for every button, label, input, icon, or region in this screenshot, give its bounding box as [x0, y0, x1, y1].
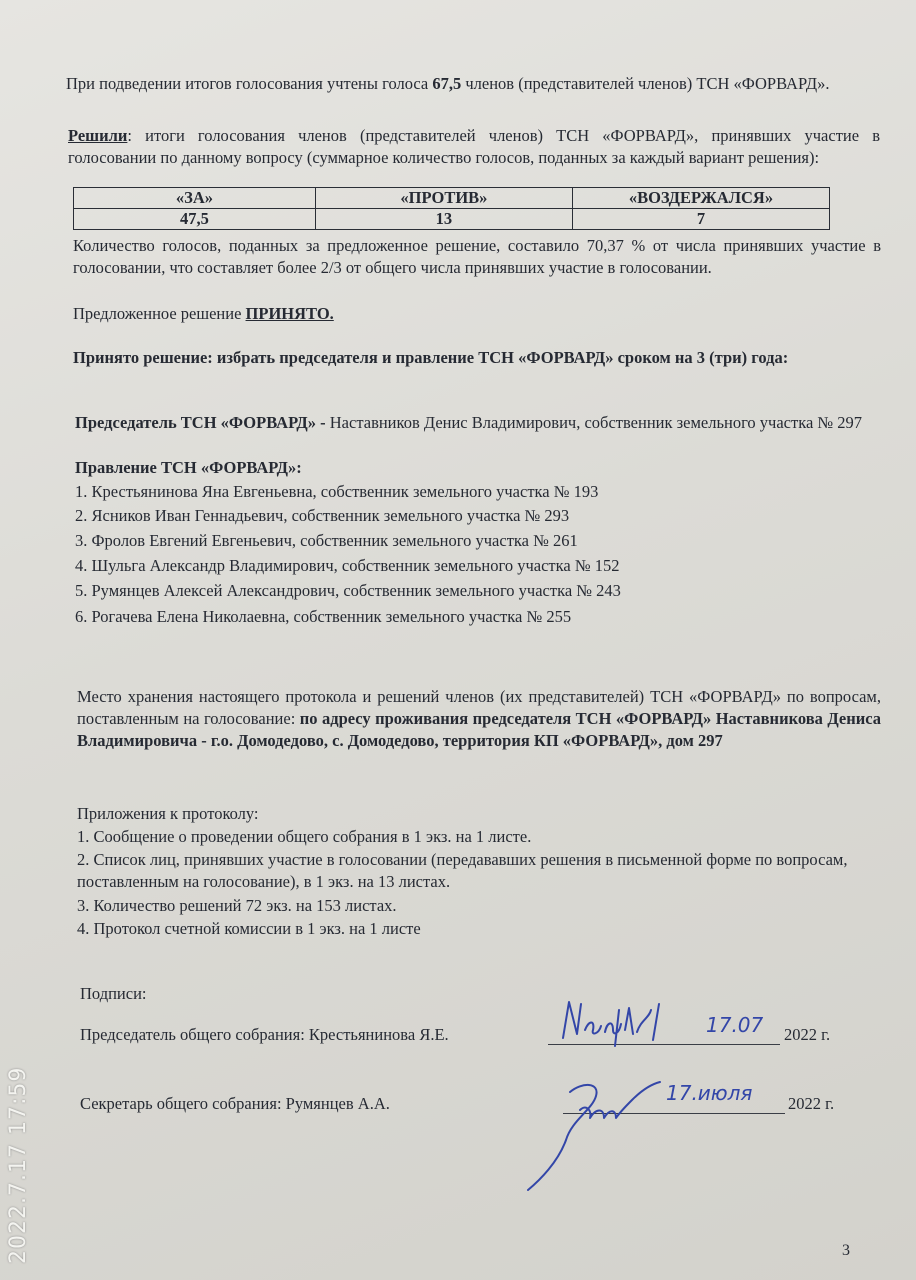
resolved-paragraph — [68, 125, 880, 169]
attachment-item: 1. Сообщение о проведении общего собрания в 1 экз. на 1 листе. — [77, 827, 532, 846]
page-number: 3 — [842, 1242, 850, 1259]
secretary-signature-year: 2022 г. — [788, 1094, 835, 1113]
vote-table-values-row — [74, 209, 830, 230]
result-paragraph: Количество голосов, поданных за предложенное решение, составило 70,37 % от числа принявших участие в голосовании, что составляет более 2/3 от общего числа принявших участие в голосовании. — [73, 236, 881, 277]
chairman-paragraph — [75, 412, 881, 434]
intro-vote-count: 67,5 — [432, 74, 462, 93]
chair-signature-label: Председатель общего собрания: Крестьянинова Я.Е. — [80, 1025, 449, 1044]
vote-value-abstain: 7 — [572, 209, 829, 230]
storage-text: Место хранения настоящего протокола и решений членов (их представителей) ТСН «ФОРВАРД» по вопросам, поставленным на голосование: — [77, 687, 881, 728]
chair-signature — [555, 990, 675, 1060]
secretary-signature-label: Секретарь общего собрания: Румянцев А.А. — [80, 1094, 390, 1113]
vote-header-against: «ПРОТИВ» — [315, 188, 572, 209]
intro-text: При подведении итогов голосования учтены голоса — [66, 74, 433, 93]
decision-line — [73, 303, 673, 325]
board-member: 2. Ясников Иван Геннадьевич, собственник земельного участка № 293 — [75, 506, 570, 525]
chair-handwritten-date: 17.07 — [706, 1013, 764, 1037]
adopted-decision: Принято решение: избрать председателя и правление ТСН «ФОРВАРД» сроком на 3 (три) года: — [73, 348, 789, 367]
intro-text-end: членов (представителей членов) ТСН «ФОРВАРД». — [461, 74, 830, 93]
decision-value: ПРИНЯТО. — [245, 304, 334, 323]
vote-value-against: 13 — [315, 209, 572, 230]
resolved-label: Решили — [68, 126, 128, 145]
secretary-handwritten-date: 17.июля — [666, 1081, 753, 1105]
vote-value-for: 47,5 — [74, 209, 316, 230]
signatures-title: Подписи: — [80, 984, 147, 1003]
vote-header-for: «ЗА» — [74, 188, 316, 209]
board-member: 4. Шульга Александр Владимирович, собственник земельного участка № 152 — [75, 556, 620, 575]
board-member: 3. Фролов Евгений Евгеньевич, собственник земельного участка № 261 — [75, 531, 578, 550]
attachment-item: 2. Список лиц, принявших участие в голосовании (передававших решения в письменной форме по вопросам, поставленным на голосование), в 1 экз. на 13 листах. — [77, 850, 848, 891]
storage-address: по адресу проживания председателя ТСН «ФОРВАРД» Наставникова Дениса Владимировича - г.о. Домодедово, с. Домодедово, территория КП «ФОРВАРД», дом 297 — [77, 709, 881, 750]
board-member: 6. Рогачева Елена Николаевна, собственник земельного участка № 255 — [75, 607, 572, 626]
decision-text: Предложенное решение — [73, 304, 246, 323]
secretary-signature — [500, 1070, 670, 1195]
chair-signature-year: 2022 г. — [784, 1025, 831, 1044]
vote-header-abstain: «ВОЗДЕРЖАЛСЯ» — [572, 188, 829, 209]
vote-table-header-row — [74, 188, 830, 209]
vote-results-table — [73, 187, 830, 230]
attachment-item: 4. Протокол счетной комиссии в 1 экз. на 1 листе — [77, 919, 421, 938]
board-member: 1. Крестьянинова Яна Евгеньевна, собственник земельного участка № 193 — [75, 482, 599, 501]
attachments-title: Приложения к протоколу: — [77, 804, 259, 823]
resolved-text: : итоги голосования членов (представителей членов) ТСН «ФОРВАРД», принявших участие в голосовании по данному вопросу (суммарное количество голосов, поданных за каждый вариант решения): — [68, 126, 880, 167]
chairman-text: Наставников Денис Владимирович, собственник земельного участка № 297 — [325, 413, 863, 432]
board-member: 5. Румянцев Алексей Александрович, собственник земельного участка № 243 — [75, 581, 621, 600]
photo-timestamp: 2022.7.17 17:59 — [6, 1066, 31, 1264]
chairman-label: Председатель ТСН «ФОРВАРД» - — [75, 413, 326, 432]
attachment-item: 3. Количество решений 72 экз. на 153 листах. — [77, 896, 397, 915]
storage-paragraph — [77, 686, 881, 752]
intro-paragraph — [66, 73, 836, 95]
board-title: Правление ТСН «ФОРВАРД»: — [75, 458, 302, 477]
